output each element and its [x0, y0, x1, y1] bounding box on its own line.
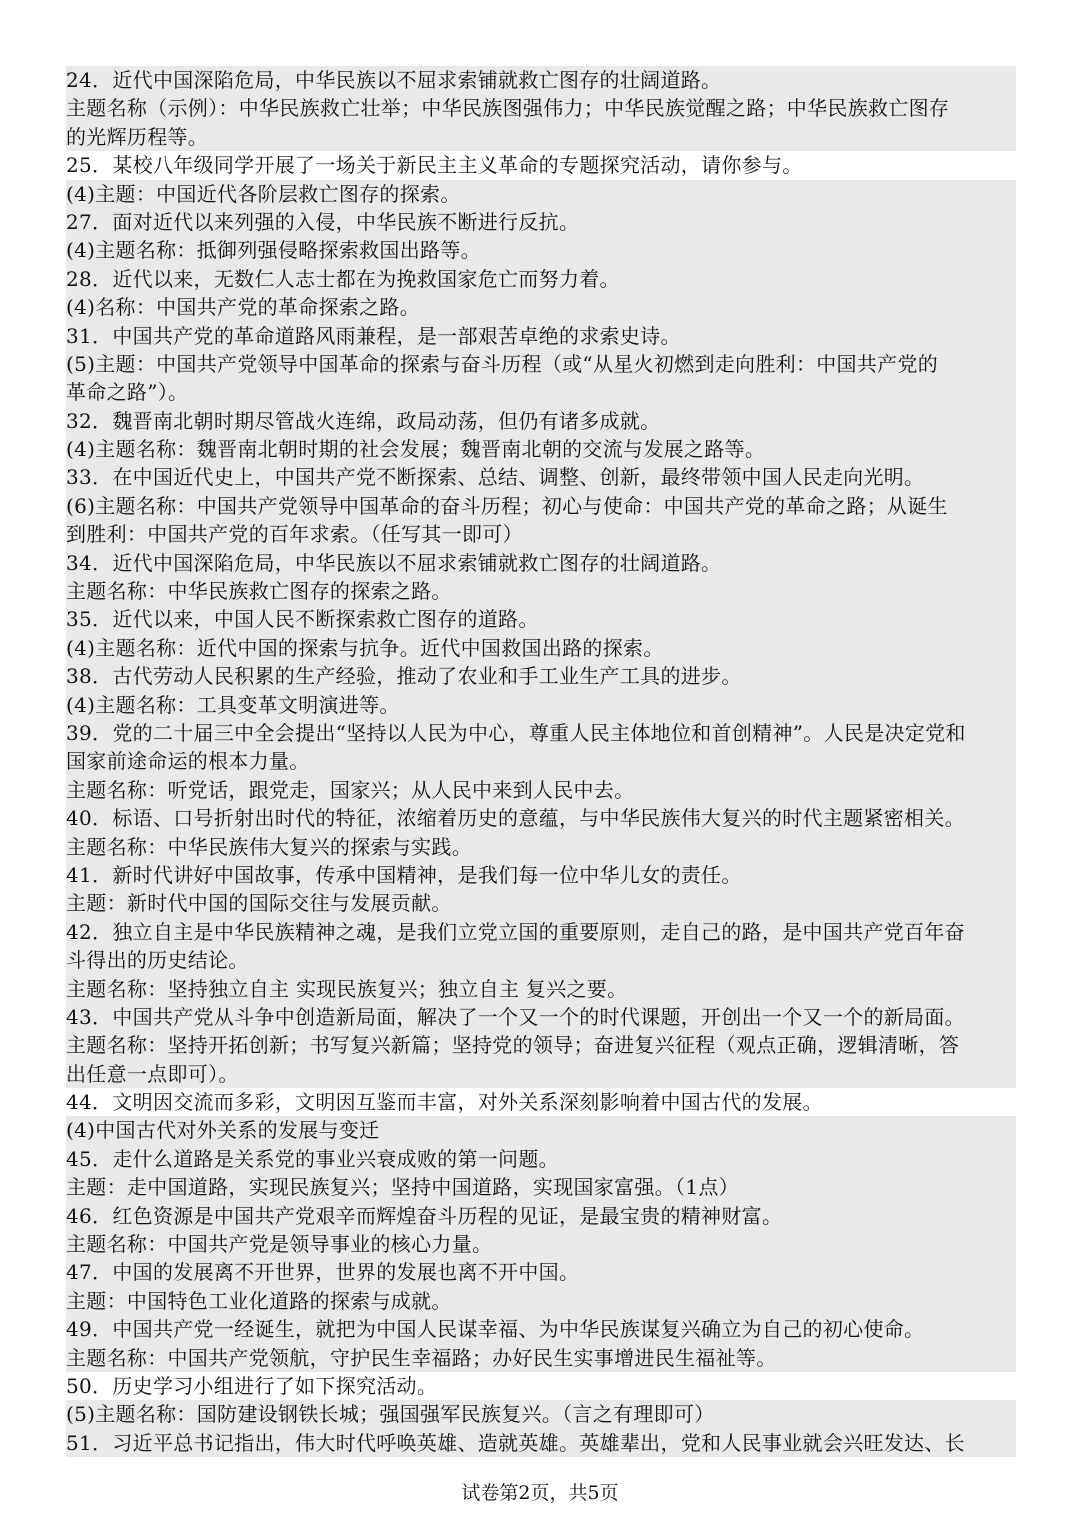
- text-line: 43．中国共产党从斗争中创造新局面，解决了一个又一个的时代课题，开创出一个又一个的新局面。: [66, 1003, 1016, 1031]
- text-line: 主题：中国特色工业化道路的探索与成就。: [66, 1287, 1016, 1315]
- text-line: 斗得出的历史结论。: [66, 946, 1016, 974]
- text-line: 42．独立自主是中华民族精神之魂，是我们立党立国的重要原则，走自己的路，是中国共产党百年奋: [66, 918, 1016, 946]
- text-line: 国家前途命运的根本力量。: [66, 747, 1016, 775]
- text-line: 41．新时代讲好中国故事，传承中国精神，是我们每一位中华儿女的责任。: [66, 861, 1016, 889]
- text-line: 40．标语、口号折射出时代的特征，浓缩着历史的意蕴，与中华民族伟大复兴的时代主题紧密相关。: [66, 804, 1016, 832]
- text-line: 27．面对近代以来列强的入侵，中华民族不断进行反抗。: [66, 208, 1016, 236]
- text-line: 44．文明因交流而多彩，文明因互鉴而丰富，对外关系深刻影响着中国古代的发展。: [66, 1088, 1016, 1116]
- text-line: 35．近代以来，中国人民不断探索救亡图存的道路。: [66, 605, 1016, 633]
- text-line: 50．历史学习小组进行了如下探究活动。: [66, 1372, 1016, 1400]
- text-line: (4)主题名称：抵御列强侵略探索救国出路等。: [66, 236, 1016, 264]
- text-line: 38．古代劳动人民积累的生产经验，推动了农业和手工业生产工具的进步。: [66, 662, 1016, 690]
- text-line: (4)主题名称：近代中国的探索与抗争。近代中国救国出路的探索。: [66, 634, 1016, 662]
- text-line: 的光辉历程等。: [66, 123, 1016, 151]
- text-line: (4)主题名称：魏晋南北朝时期的社会发展；魏晋南北朝的交流与发展之路等。: [66, 435, 1016, 463]
- text-line: 主题名称：坚持独立自主 实现民族复兴；独立自主 复兴之要。: [66, 975, 1016, 1003]
- text-line: (4)中国古代对外关系的发展与变迁: [66, 1116, 1016, 1144]
- text-line: 33．在中国近代史上，中国共产党不断探索、总结、调整、创新，最终带领中国人民走向光明。: [66, 463, 1016, 491]
- text-line: 25．某校八年级同学开展了一场关于新民主主义革命的专题探究活动，请你参与。: [66, 151, 1016, 179]
- text-line: (6)主题名称：中国共产党领导中国革命的奋斗历程；初心与使命：中国共产党的革命之路；从诞生: [66, 492, 1016, 520]
- text-line: 主题名称：中华民族救亡图存的探索之路。: [66, 577, 1016, 605]
- text-line: 主题：走中国道路，实现民族复兴；坚持中国道路，实现国家富强。（1点）: [66, 1173, 1016, 1201]
- text-line: (5)主题名称：国防建设钢铁长城；强国强军民族复兴。（言之有理即可）: [66, 1400, 1016, 1428]
- text-line: 出任意一点即可）。: [66, 1060, 1016, 1088]
- page-footer: 试卷第2页，共5页: [461, 1482, 619, 1504]
- text-line: 49．中国共产党一经诞生，就把为中国人民谋幸福、为中华民族谋复兴确立为自己的初心使命。: [66, 1315, 1016, 1343]
- text-line: 主题名称：中华民族伟大复兴的探索与实践。: [66, 833, 1016, 861]
- text-line: 34．近代中国深陷危局，中华民族以不屈求索铺就救亡图存的壮阔道路。: [66, 549, 1016, 577]
- document-body: [66, 66, 1016, 1457]
- text-line: 主题名称：中国共产党领航，守护民生幸福路；办好民生实事增进民生福祉等。: [66, 1344, 1016, 1372]
- text-line: 主题名称：中国共产党是领导事业的核心力量。: [66, 1230, 1016, 1258]
- text-line: 28．近代以来，无数仁人志士都在为挽救国家危亡而努力着。: [66, 265, 1016, 293]
- text-line: (4)主题名称：工具变革文明演进等。: [66, 691, 1016, 719]
- text-line: 到胜利：中国共产党的百年求索。（任写其一即可）: [66, 520, 1016, 548]
- text-line: 51．习近平总书记指出，伟大时代呼唤英雄、造就英雄。英雄辈出，党和人民事业就会兴旺发达、长: [66, 1429, 1016, 1457]
- text-line: 主题名称：坚持开拓创新；书写复兴新篇；坚持党的领导；奋进复兴征程（观点正确，逻辑清晰，答: [66, 1031, 1016, 1059]
- text-line: 32．魏晋南北朝时期尽管战火连绵，政局动荡，但仍有诸多成就。: [66, 407, 1016, 435]
- text-line: 47．中国的发展离不开世界，世界的发展也离不开中国。: [66, 1258, 1016, 1286]
- text-line: 主题名称（示例）：中华民族救亡壮举；中华民族图强伟力；中华民族觉醒之路；中华民族救亡图存: [66, 94, 1016, 122]
- text-line: 主题：新时代中国的国际交往与发展贡献。: [66, 889, 1016, 917]
- text-line: (4)名称：中国共产党的革命探索之路。: [66, 293, 1016, 321]
- text-line: 主题名称：听党话，跟党走，国家兴；从人民中来到人民中去。: [66, 776, 1016, 804]
- text-line: (5)主题：中国共产党领导中国革命的探索与奋斗历程（或“从星火初燃到走向胜利：中国共产党的: [66, 350, 1016, 378]
- text-line: 31．中国共产党的革命道路风雨兼程，是一部艰苦卓绝的求索史诗。: [66, 322, 1016, 350]
- text-line: 46．红色资源是中国共产党艰辛而辉煌奋斗历程的见证，是最宝贵的精神财富。: [66, 1202, 1016, 1230]
- text-line: 45．走什么道路是关系党的事业兴衰成败的第一问题。: [66, 1145, 1016, 1173]
- text-line: (4)主题：中国近代各阶层救亡图存的探索。: [66, 180, 1016, 208]
- text-line: 革命之路”）。: [66, 378, 1016, 406]
- text-line: 24．近代中国深陷危局，中华民族以不屈求索铺就救亡图存的壮阔道路。: [66, 66, 1016, 94]
- text-line: 39．党的二十届三中全会提出“坚持以人民为中心，尊重人民主体地位和首创精神”。人民是决定党和: [66, 719, 1016, 747]
